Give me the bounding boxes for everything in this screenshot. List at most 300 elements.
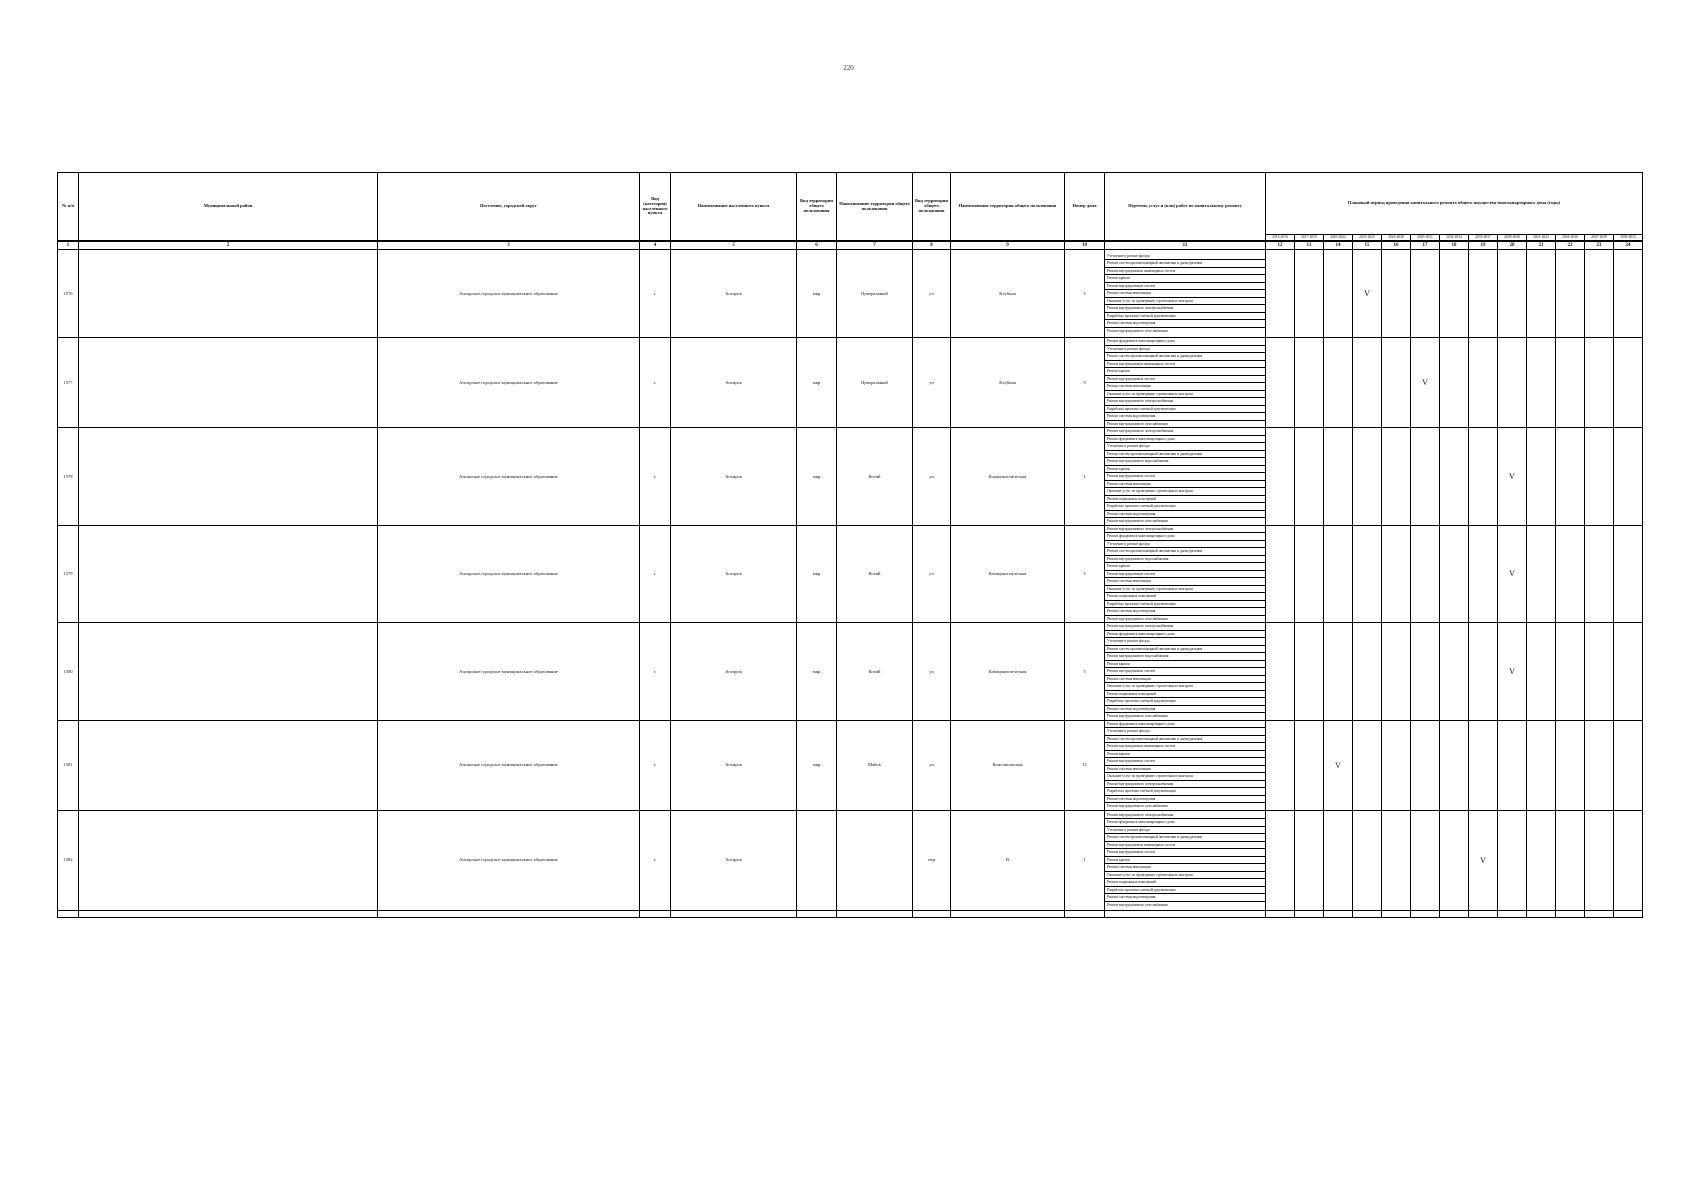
- cell-settlement: Апсирское городское муниципальное образование: [378, 810, 640, 910]
- cell-locality-type: у.: [640, 810, 671, 910]
- work-item: Ремонт системы вентиляции: [1105, 290, 1265, 298]
- empty-cell: [1324, 910, 1353, 917]
- work-item: Оказание услуг по проведению строительного контроля: [1105, 391, 1265, 399]
- period-mark-cell: [1266, 623, 1295, 721]
- column-number: 23: [1585, 241, 1614, 250]
- cell-works: [1105, 525, 1266, 623]
- work-item: Утепление и ремонт фасада: [1105, 253, 1265, 261]
- cell-house-no: 3: [1065, 250, 1105, 338]
- cell-locality-name: Апсирск: [671, 338, 797, 428]
- cell-street-name: В: [951, 810, 1065, 910]
- cell-house-no: 9: [1065, 338, 1105, 428]
- cell-locality-type: г.: [640, 428, 671, 526]
- period-mark-cell: [1382, 428, 1411, 526]
- period-mark-cell: [1469, 250, 1498, 338]
- work-item: Ремонт внутридомового газоснабжения: [1107, 616, 1168, 621]
- capital-repair-plan-table: [57, 172, 1643, 918]
- period-mark-cell: [1353, 720, 1382, 810]
- period-mark-cell: [1353, 428, 1382, 526]
- column-number: 8: [913, 241, 951, 250]
- cell-no: 1581: [58, 720, 79, 810]
- period-mark-cell: [1295, 338, 1324, 428]
- period-mark-cell: [1266, 720, 1295, 810]
- cell-works: [1105, 428, 1266, 526]
- period-mark-cell: [1295, 525, 1324, 623]
- work-item: Ремонт крыши: [1105, 751, 1265, 759]
- work-item: Утепление и ремонт фасада: [1105, 728, 1265, 736]
- work-item: Ремонт подвальных помещений: [1105, 496, 1265, 504]
- empty-cell: [1498, 910, 1527, 917]
- column-number: 10: [1065, 241, 1105, 250]
- work-item: Ремонт фундамента многоквартирного дома: [1105, 721, 1265, 729]
- period-mark-cell: [1585, 810, 1614, 910]
- cell-settlement: Апсирское городское муниципальное образование: [378, 720, 640, 810]
- cell-settlement: Апсирское городское муниципальное образование: [378, 525, 640, 623]
- work-item: Разработка проектно-сметной документации: [1105, 503, 1265, 511]
- empty-cell: [671, 910, 797, 917]
- period-cell: 2017-2019: [1295, 235, 1324, 242]
- period-cell: 2035-2037: [1469, 235, 1498, 242]
- column-number: 9: [951, 241, 1065, 250]
- empty-cell: [951, 910, 1065, 917]
- work-item: Ремонт внутридомового водоснабжения: [1105, 556, 1265, 564]
- period-mark-cell: [1614, 720, 1643, 810]
- period-cell: 2026-2028: [1382, 235, 1411, 242]
- cell-street-type: ул: [913, 250, 951, 338]
- work-item: Оказание услуг по проведению строительного контроля: [1105, 586, 1265, 594]
- cell-locality-type: г.: [640, 525, 671, 623]
- period-mark-cell: [1556, 338, 1585, 428]
- period-mark-cell: [1585, 428, 1614, 526]
- period-mark-cell: [1266, 428, 1295, 526]
- empty-cell: [1382, 910, 1411, 917]
- empty-cell: [837, 910, 913, 917]
- header-territory-name: Наименование территории общего пользования: [837, 173, 913, 242]
- work-item: Ремонт системы вентиляции: [1105, 383, 1265, 391]
- work-item: Ремонт внутридомовых систем: [1105, 758, 1265, 766]
- period-mark-cell: [1382, 338, 1411, 428]
- work-item: Ремонт внутридомового электроснабжения: [1105, 781, 1265, 789]
- cell-district: [79, 428, 378, 526]
- empty-cell: [1585, 910, 1614, 917]
- period-mark-cell: [1469, 623, 1498, 721]
- cell-works: [1105, 810, 1266, 910]
- empty-cell: [1614, 910, 1643, 917]
- header-locality-name: Наименование населенного пункта: [671, 173, 797, 242]
- empty-cell: [1527, 910, 1556, 917]
- work-item: Ремонт крыши: [1105, 466, 1265, 474]
- column-number-row: [58, 241, 1643, 250]
- period-mark-cell: [1266, 250, 1295, 338]
- work-item: Ремонт внутридомового водоснабжения: [1105, 653, 1265, 661]
- work-item: Ремонт систем противопожарной автоматики и дымоудаления: [1105, 260, 1265, 268]
- period-mark-cell: [1556, 428, 1585, 526]
- cell-street-type: ул: [913, 428, 951, 526]
- column-number: 12: [1266, 241, 1295, 250]
- work-item: Ремонт внутридомового газоснабжения: [1107, 421, 1168, 426]
- column-number: 6: [797, 241, 837, 250]
- cell-locality-name: Апсирск: [671, 720, 797, 810]
- cell-works: [1105, 338, 1266, 428]
- cell-locality-name: Апсирск: [671, 250, 797, 338]
- work-item: Ремонт фундамента многоквартирного дома: [1105, 533, 1265, 541]
- header-settlement: Поселение, городской округ: [378, 173, 640, 242]
- work-item: Ремонт систем противопожарной автоматики и дымоудаления: [1105, 834, 1265, 842]
- work-item: Ремонт системы водоотведения: [1105, 608, 1265, 616]
- header-works: Перечень услуг и (или) работ по капитальному ремонту: [1105, 173, 1266, 242]
- period-mark-cell: [1469, 428, 1498, 526]
- period-mark-cell: [1353, 338, 1382, 428]
- period-mark-cell: [1295, 250, 1324, 338]
- work-item: Ремонт внутридомового газоснабжения: [1107, 902, 1168, 907]
- period-mark-cell: [1527, 250, 1556, 338]
- empty-cell: [1266, 910, 1295, 917]
- cell-no: 1578: [58, 428, 79, 526]
- table-row: [58, 250, 1643, 338]
- cell-territory-type: мкр: [797, 525, 837, 623]
- header-street-type: Вид территории общего пользования: [913, 173, 951, 242]
- cell-locality-type: г.: [640, 623, 671, 721]
- work-item: Ремонт фундамента многоквартирного дома: [1105, 436, 1265, 444]
- work-item: Ремонт подвальных помещений: [1105, 691, 1265, 699]
- period-mark-cell: [1295, 623, 1324, 721]
- period-mark-cell: [1556, 623, 1585, 721]
- column-number: 11: [1105, 241, 1266, 250]
- period-cell: 2023-2025: [1353, 235, 1382, 242]
- cell-territory-name: Центральный: [837, 250, 913, 338]
- cell-district: [79, 338, 378, 428]
- work-item: Ремонт внутридомовых систем: [1105, 283, 1265, 291]
- cell-street-name: Клубная: [951, 338, 1065, 428]
- period-mark-cell: [1266, 338, 1295, 428]
- column-number: 5: [671, 241, 797, 250]
- period-mark-cell: [1440, 428, 1469, 526]
- work-item: Ремонт системы водоотведения: [1105, 511, 1265, 519]
- header-district: Муниципальный район: [79, 173, 378, 242]
- period-mark-cell: [1382, 810, 1411, 910]
- period-cell: 2038-2040: [1498, 235, 1527, 242]
- period-mark-cell: [1411, 810, 1440, 910]
- cell-no: 1576: [58, 250, 79, 338]
- period-mark-cell: V: [1498, 525, 1527, 623]
- period-mark-cell: [1585, 525, 1614, 623]
- empty-cell: [1353, 910, 1382, 917]
- work-item: Ремонт внутридомового электроснабжения: [1105, 623, 1265, 631]
- period-mark-cell: [1411, 720, 1440, 810]
- work-item: Ремонт внутридомовых инженерных систем: [1105, 842, 1265, 850]
- period-cell: 2041-2043: [1527, 235, 1556, 242]
- work-item: Разработка проектно-сметной документации: [1105, 601, 1265, 609]
- cell-territory-type: мкр: [797, 623, 837, 721]
- column-number: 2: [79, 241, 378, 250]
- work-item: Ремонт систем противопожарной автоматики и дымоудаления: [1105, 451, 1265, 459]
- cell-territory-type: [797, 810, 837, 910]
- period-mark-cell: [1556, 525, 1585, 623]
- empty-cell: [1556, 910, 1585, 917]
- work-item: Ремонт внутридомового газоснабжения: [1107, 328, 1168, 333]
- work-item: Ремонт крыши: [1105, 275, 1265, 283]
- work-item: Ремонт систем противопожарной автоматики и дымоудаления: [1105, 736, 1265, 744]
- empty-cell: [797, 910, 837, 917]
- work-item: Оказание услуг по проведению строительного контроля: [1105, 298, 1265, 306]
- work-item: Оказание услуг по проведению строительного контроля: [1105, 488, 1265, 496]
- work-item: Ремонт внутридомовых инженерных систем: [1105, 743, 1265, 751]
- cell-no: 1580: [58, 623, 79, 721]
- work-item: Разработка проектно-сметной документации: [1105, 788, 1265, 796]
- work-item: Ремонт внутридомового газоснабжения: [1107, 519, 1168, 523]
- period-mark-cell: [1556, 810, 1585, 910]
- cell-district: [79, 720, 378, 810]
- work-item: Ремонт системы водоотведения: [1105, 413, 1265, 421]
- column-number: 16: [1382, 241, 1411, 250]
- cell-territory-type: мкр: [797, 720, 837, 810]
- period-mark-cell: [1527, 428, 1556, 526]
- period-mark-cell: [1295, 720, 1324, 810]
- header-territory-type: Вид территории общего пользования: [797, 173, 837, 242]
- period-mark-cell: [1411, 525, 1440, 623]
- cell-street-name: Комсомольская: [951, 720, 1065, 810]
- empty-cell: [913, 910, 951, 917]
- table-row: [58, 428, 1643, 526]
- period-mark-cell: [1527, 720, 1556, 810]
- work-item: Ремонт подвальных помещений: [1105, 879, 1265, 887]
- cell-street-type: пер: [913, 810, 951, 910]
- cell-street-type: ул: [913, 525, 951, 623]
- cell-locality-name: Апсирск: [671, 623, 797, 721]
- work-item: Ремонт системы вентиляции: [1105, 481, 1265, 489]
- cell-territory-type: мкр: [797, 428, 837, 526]
- column-number: 14: [1324, 241, 1353, 250]
- empty-cell: [1411, 910, 1440, 917]
- period-mark-cell: [1382, 623, 1411, 721]
- period-mark-cell: [1469, 720, 1498, 810]
- period-mark-cell: [1411, 428, 1440, 526]
- column-number: 18: [1440, 241, 1469, 250]
- period-cell: 2020-2022: [1324, 235, 1353, 242]
- work-item: Разработка проектно-сметной документации: [1105, 313, 1265, 321]
- work-item: Ремонт системы водоотведения: [1105, 320, 1265, 328]
- empty-cell: [1065, 910, 1105, 917]
- cell-territory-type: мкр: [797, 338, 837, 428]
- table-row: [58, 720, 1643, 810]
- cell-street-name: Клубная: [951, 250, 1065, 338]
- work-item: Ремонт внутридомовых инженерных систем: [1105, 268, 1265, 276]
- period-cell: 2029-2031: [1411, 235, 1440, 242]
- cell-territory-name: [837, 810, 913, 910]
- empty-cell: [79, 910, 378, 917]
- work-item: Ремонт внутридомового электроснабжения: [1105, 526, 1265, 534]
- period-mark-cell: [1556, 250, 1585, 338]
- cell-locality-type: г.: [640, 250, 671, 338]
- work-item: Разработка проектно-сметной документации: [1105, 698, 1265, 706]
- period-mark-cell: [1585, 338, 1614, 428]
- period-mark-cell: [1614, 428, 1643, 526]
- column-number: 24: [1614, 241, 1643, 250]
- work-item: Ремонт системы вентиляции: [1105, 578, 1265, 586]
- period-mark-cell: [1469, 338, 1498, 428]
- table-row: [58, 810, 1643, 910]
- cell-works: [1105, 720, 1266, 810]
- work-item: Оказание услуг по проведению строительного контроля: [1105, 683, 1265, 691]
- work-item: Ремонт внутридомовых инженерных систем: [1105, 361, 1265, 369]
- period-mark-cell: [1614, 250, 1643, 338]
- period-mark-cell: V: [1498, 623, 1527, 721]
- cell-district: [79, 250, 378, 338]
- column-number: 3: [378, 241, 640, 250]
- table-row-continued: [58, 910, 1643, 917]
- period-cell: 2044-2046: [1556, 235, 1585, 242]
- column-number: 19: [1469, 241, 1498, 250]
- cell-territory-name: Центральный: [837, 338, 913, 428]
- work-item: Ремонт внутридомового газоснабжения: [1107, 804, 1168, 808]
- period-mark-cell: [1295, 428, 1324, 526]
- cell-house-no: 1: [1065, 810, 1105, 910]
- work-item: Ремонт фундамента многоквартирного дома: [1105, 631, 1265, 639]
- period-mark-cell: [1440, 623, 1469, 721]
- cell-house-no: 15: [1065, 720, 1105, 810]
- period-mark-cell: [1353, 623, 1382, 721]
- column-number: 21: [1527, 241, 1556, 250]
- period-mark-cell: [1585, 623, 1614, 721]
- period-mark-cell: [1324, 810, 1353, 910]
- work-item: Ремонт системы вентиляции: [1105, 676, 1265, 684]
- work-item: Ремонт внутридомового электроснабжения: [1105, 812, 1265, 820]
- work-item: Разработка проектно-сметной документации: [1105, 887, 1265, 895]
- work-item: Ремонт внутридомовых систем: [1105, 473, 1265, 481]
- header-locality-type: Вид (категория) населенного пункта: [640, 173, 671, 242]
- header-no: № п/п: [58, 173, 79, 242]
- work-item: Ремонт системы водоотведения: [1105, 894, 1265, 902]
- cell-street-type: ул: [913, 338, 951, 428]
- cell-locality-name: Апсирск: [671, 428, 797, 526]
- work-item: Ремонт внутридомового водоснабжения: [1105, 458, 1265, 466]
- cell-territory-name: Котий: [837, 525, 913, 623]
- work-item: Ремонт фундамента многоквартирного дома: [1105, 338, 1265, 346]
- cell-district: [79, 623, 378, 721]
- work-item: Ремонт крыши: [1105, 563, 1265, 571]
- period-cell: 2047-2049: [1585, 235, 1614, 242]
- cell-street-type: ул: [913, 720, 951, 810]
- period-mark-cell: [1556, 720, 1585, 810]
- period-mark-cell: [1498, 810, 1527, 910]
- cell-settlement: Апсирское городское муниципальное образование: [378, 338, 640, 428]
- work-item: Ремонт системы водоотведения: [1105, 796, 1265, 804]
- cell-house-no: 1: [1065, 428, 1105, 526]
- period-mark-cell: [1498, 250, 1527, 338]
- work-item: Оказание услуг по проведению строительного контроля: [1105, 872, 1265, 880]
- period-mark-cell: [1614, 338, 1643, 428]
- table-row: [58, 525, 1643, 623]
- work-item: Утепление и ремонт фасада: [1105, 638, 1265, 646]
- cell-locality-name: Апсирск: [671, 525, 797, 623]
- work-item: Ремонт внутридомовых систем: [1105, 376, 1265, 384]
- table-row: [58, 623, 1643, 721]
- period-mark-cell: [1353, 810, 1382, 910]
- column-number: 13: [1295, 241, 1324, 250]
- period-mark-cell: [1614, 623, 1643, 721]
- cell-no: 1582: [58, 810, 79, 910]
- table-row: [58, 338, 1643, 428]
- period-mark-cell: [1295, 810, 1324, 910]
- work-item: Утепление и ремонт фасада: [1105, 443, 1265, 451]
- empty-cell: [640, 910, 671, 917]
- work-item: Ремонт внутридомового электроснабжения: [1105, 428, 1265, 436]
- period-mark-cell: [1527, 338, 1556, 428]
- cell-settlement: Апсирское городское муниципальное образование: [378, 250, 640, 338]
- period-mark-cell: [1614, 525, 1643, 623]
- work-item: Ремонт системы вентиляции: [1105, 864, 1265, 872]
- period-mark-cell: [1440, 810, 1469, 910]
- cell-house-no: 5: [1065, 623, 1105, 721]
- header-period: Плановый период проведения капитального ремонта общего имущества многоквартирного дома (годы): [1266, 173, 1643, 235]
- cell-district: [79, 810, 378, 910]
- period-mark-cell: V: [1498, 428, 1527, 526]
- empty-cell: [1105, 910, 1266, 917]
- work-item: Ремонт внутридомовых систем: [1105, 668, 1265, 676]
- period-mark-cell: [1498, 338, 1527, 428]
- period-mark-cell: V: [1411, 338, 1440, 428]
- column-number: 20: [1498, 241, 1527, 250]
- work-item: Утепление и ремонт фасада: [1105, 827, 1265, 835]
- work-item: Разработка проектно-сметной документации: [1105, 406, 1265, 414]
- period-mark-cell: [1440, 250, 1469, 338]
- work-item: Утепление и ремонт фасада: [1105, 346, 1265, 354]
- work-item: Ремонт систем противопожарной автоматики и дымоудаления: [1105, 646, 1265, 654]
- column-number: 4: [640, 241, 671, 250]
- period-mark-cell: [1324, 623, 1353, 721]
- period-mark-cell: [1469, 525, 1498, 623]
- page-number: 220: [843, 64, 854, 72]
- work-item: Ремонт фундамента многоквартирного дома: [1105, 819, 1265, 827]
- period-mark-cell: V: [1324, 720, 1353, 810]
- cell-locality-name: Апсирск: [671, 810, 797, 910]
- period-mark-cell: [1324, 428, 1353, 526]
- cell-street-name: Коммунистическая: [951, 525, 1065, 623]
- work-item: Утепление и ремонт фасада: [1105, 541, 1265, 549]
- period-mark-cell: [1527, 525, 1556, 623]
- header-street-name: Наименование территории общего пользования: [951, 173, 1065, 242]
- work-item: Ремонт систем противопожарной автоматики и дымоудаления: [1105, 548, 1265, 556]
- work-item: Ремонт крыши: [1105, 661, 1265, 669]
- work-item: Ремонт внутридомового электроснабжения: [1105, 398, 1265, 406]
- cell-locality-type: г.: [640, 338, 671, 428]
- cell-works: [1105, 623, 1266, 721]
- period-mark-cell: [1440, 525, 1469, 623]
- work-item: Ремонт системы водоотведения: [1105, 706, 1265, 714]
- empty-cell: [1440, 910, 1469, 917]
- column-number: 22: [1556, 241, 1585, 250]
- period-cell: 2032-2034: [1440, 235, 1469, 242]
- cell-street-name: Коммунистическая: [951, 428, 1065, 526]
- period-mark-cell: V: [1469, 810, 1498, 910]
- work-item: Ремонт внутридомовых систем: [1105, 849, 1265, 857]
- work-item: Ремонт крыши: [1105, 368, 1265, 376]
- work-item: Ремонт внутридомового электроснабжения: [1105, 305, 1265, 313]
- empty-cell: [1295, 910, 1324, 917]
- period-mark-cell: [1498, 720, 1527, 810]
- cell-territory-name: Котий: [837, 623, 913, 721]
- period-mark-cell: [1585, 250, 1614, 338]
- period-cell: 2050-2052: [1614, 235, 1643, 242]
- empty-cell: [1469, 910, 1498, 917]
- header-row: [58, 173, 1643, 235]
- period-cell: 2014-2016: [1266, 235, 1295, 242]
- work-item: Оказание услуг по проведению строительного контроля: [1105, 773, 1265, 781]
- work-item: Ремонт подвальных помещений: [1105, 593, 1265, 601]
- cell-no: 1579: [58, 525, 79, 623]
- cell-locality-type: г.: [640, 720, 671, 810]
- period-mark-cell: [1324, 250, 1353, 338]
